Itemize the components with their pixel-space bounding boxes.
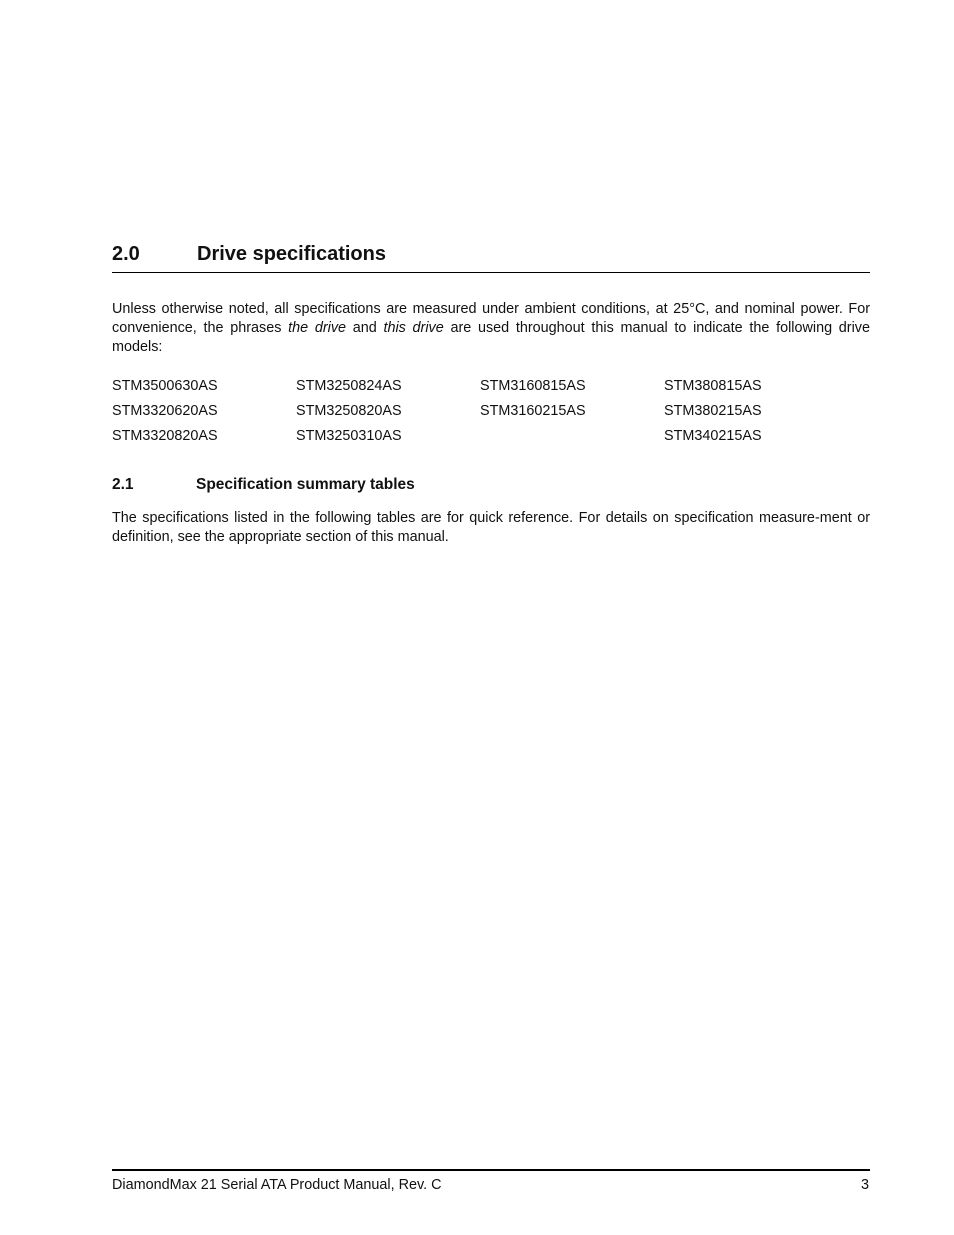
model-name: STM3250824AS (296, 378, 402, 394)
model-name: STM3500630AS (112, 378, 218, 394)
intro-text-3: are used throughout this manual to indicate the following drive models: (112, 320, 870, 355)
section-title: Drive specifications (197, 243, 386, 265)
model-name: STM3160215AS (480, 403, 586, 419)
model-name: STM3250310AS (296, 428, 402, 444)
summary-paragraph: The specifications listed in the following tables are for quick reference. For details on specification measure-ment or definition, see the appropriate section of this manual. (112, 510, 870, 545)
model-name: STM3250820AS (296, 403, 402, 419)
page-number: 3 (860, 1177, 869, 1193)
model-row (112, 428, 870, 453)
intro-text-2: and (346, 320, 384, 336)
model-name: STM3320820AS (112, 428, 218, 444)
model-name: STM380215AS (664, 403, 762, 419)
model-name: STM340215AS (664, 428, 762, 444)
subsection-number: 2.1 (112, 476, 134, 493)
intro-emphasis-2: this drive (383, 320, 444, 336)
section-number: 2.0 (112, 243, 140, 265)
model-name: STM3160815AS (480, 378, 586, 394)
footer-title: DiamondMax 21 Serial ATA Product Manual, Rev. C (112, 1177, 442, 1193)
model-row (112, 378, 870, 403)
model-row (112, 403, 870, 428)
intro-text-1: Unless otherwise noted, all specifications are measured under ambient conditions, at 25°C, and nominal power. For convenience, the phrases (112, 301, 870, 336)
footer-divider (112, 1169, 870, 1171)
model-name: STM3320620AS (112, 403, 218, 419)
intro-paragraph (112, 300, 870, 357)
intro-emphasis-1: the drive (288, 320, 347, 336)
subsection-title: Specification summary tables (196, 476, 415, 493)
section-heading (112, 242, 870, 273)
model-name: STM380815AS (664, 378, 762, 394)
drive-model-list (112, 378, 870, 453)
